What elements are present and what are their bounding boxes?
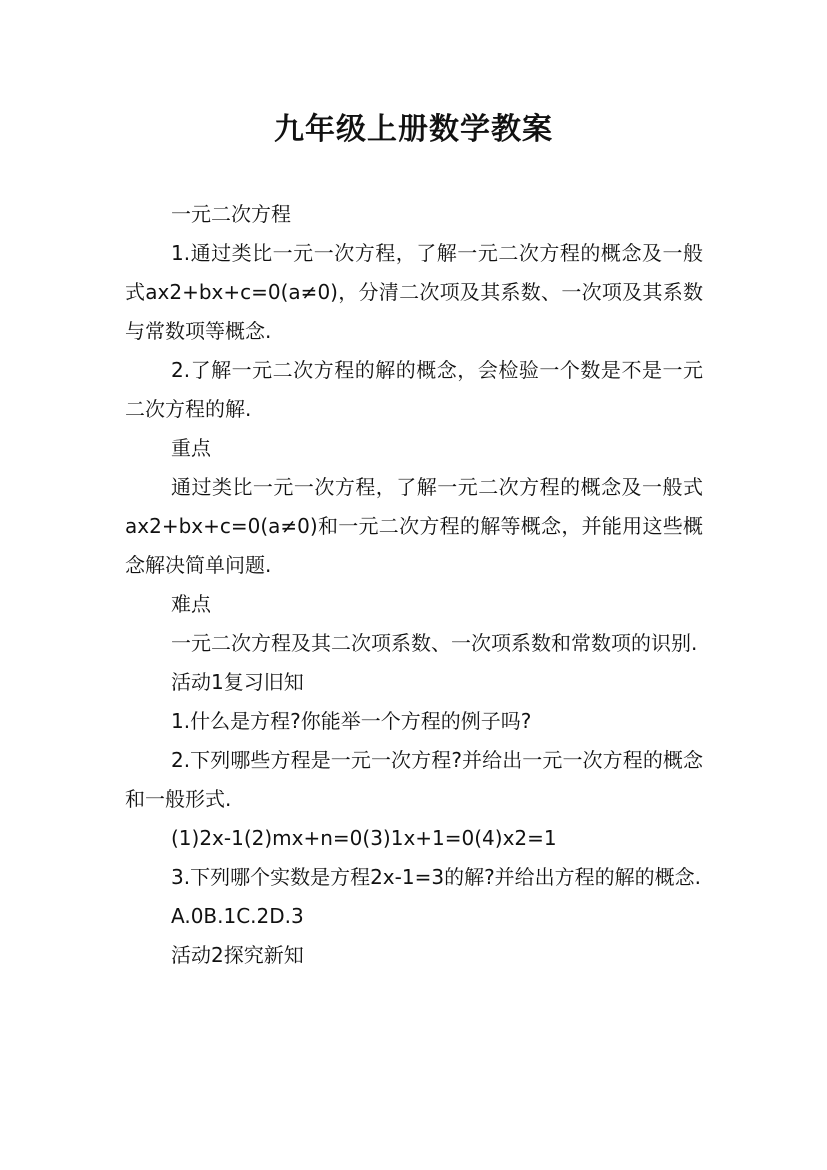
paragraph-answer-options: A.0B.1C.2D.3 <box>171 904 304 928</box>
document-body <box>125 195 703 975</box>
document-title: 九年级上册数学教案 <box>274 112 553 147</box>
paragraph-activity-1-heading: 活动1复习旧知 <box>171 670 304 694</box>
paragraph-objective-2: 2.了解一元二次方程的解的概念，会检验一个数是不是一元二次方程的解. <box>125 358 703 421</box>
paragraph-difficulty: 一元二次方程及其二次项系数、一次项系数和常数项的识别. <box>171 631 698 655</box>
paragraph-question-3: 3.下列哪个实数是方程2x-1=3的解?并给出方程的解的概念. <box>171 865 702 889</box>
paragraph-equation-list: (1)2x-1(2)mx+n=0(3)1x+1=0(4)x2=1 <box>171 826 557 850</box>
paragraph-difficulty-heading: 难点 <box>171 592 211 616</box>
paragraph-activity-2-heading: 活动2探究新知 <box>171 943 304 967</box>
paragraph-question-2: 2.下列哪些方程是一元一次方程?并给出一元一次方程的概念和一般形式. <box>125 748 703 811</box>
paragraph-section-heading: 一元二次方程 <box>171 202 291 226</box>
paragraph-key-point-heading: 重点 <box>171 436 211 460</box>
paragraph-question-1: 1.什么是方程?你能举一个方程的例子吗? <box>171 709 532 733</box>
paragraph-objective-1: 1.通过类比一元一次方程，了解一元二次方程的概念及一般式ax2+bx+c=0(a≠0)，分清二次项及其系数、一次项及其系数与常数项等概念. <box>125 241 703 343</box>
paragraph-key-point: 通过类比一元一次方程，了解一元二次方程的概念及一般式ax2+bx+c=0(a≠0)和一元二次方程的解等概念，并能用这些概念解决简单问题. <box>125 475 703 577</box>
